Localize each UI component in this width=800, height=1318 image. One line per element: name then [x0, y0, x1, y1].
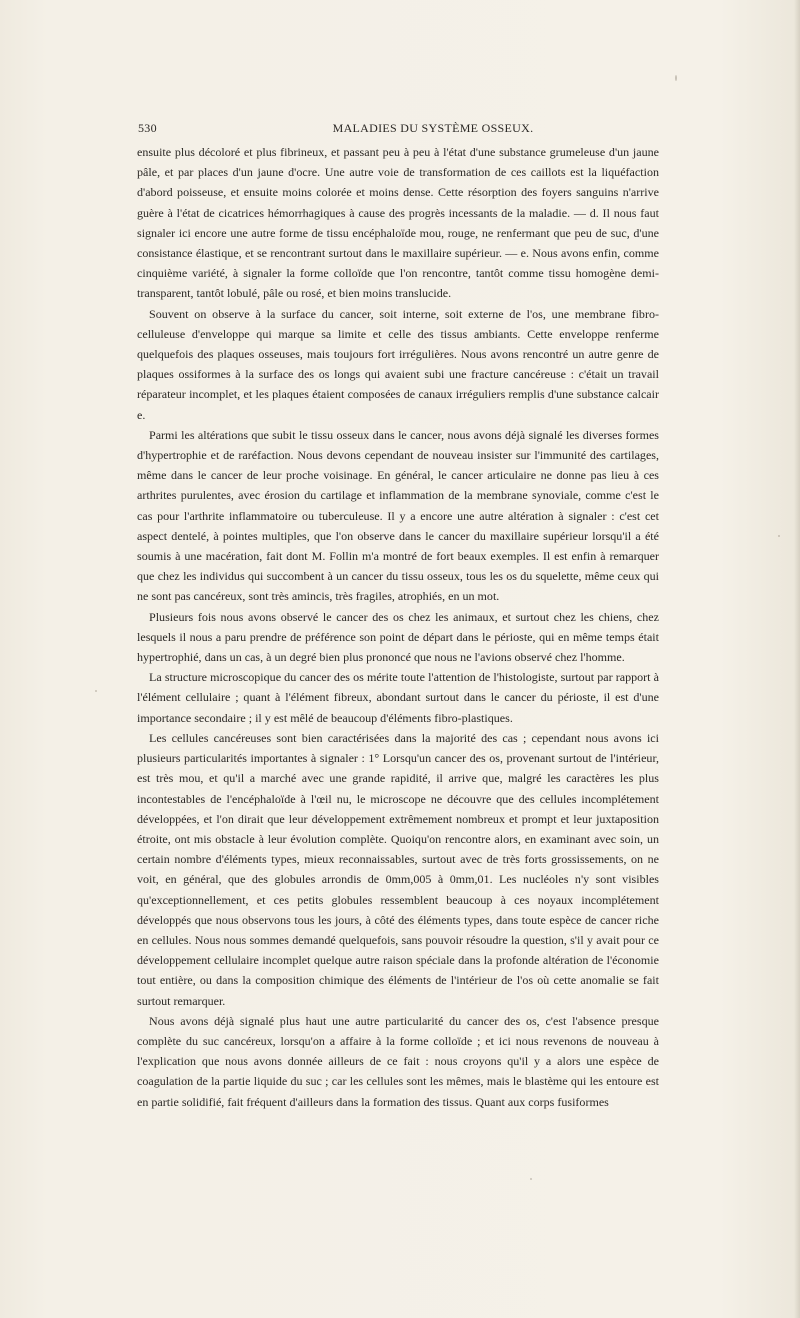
paper-speck	[778, 535, 780, 537]
paragraph: Parmi les altérations que subit le tissu osseux dans le cancer, nous avons déjà signalé les diverses formes d'hypertrophie et de raréfaction. Nous devons cependant de nouveau insister sur l'immunité des cartilages, même dans le cancer de leur proche voisinage. En général, le cancer articulaire ne donne pas lieu à ces arthrites purulentes, avec érosion du cartilage et inflammation de la membrane synoviale, comme c'est le cas pour l'arthrite inflammatoire ou tuberculeuse. Il y a encore une autre altération à signaler : c'est cet aspect dentelé, à pointes multiples, que l'on observe dans le cancer du maxillaire supérieur lorsqu'il a été soumis à une macération, fait dont M. Follin m'a montré de fort beaux exemples. Il est enfin à remarquer que chez les individus qui succombent à un cancer du tissu osseux, tous les os du squelette, même ceux qui ne sont pas cancéreux, sont très amincis, très fragiles, atrophiés, en un mot.	[137, 427, 659, 604]
page-edge-shadow	[794, 0, 800, 1318]
paragraph: ensuite plus décoloré et plus fibrineux, et passant peu à peu à l'état d'une substance grumeleuse d'un jaune pâle, et par places d'un jaune d'ocre. Une autre voie de transformation de ces caillots est la liquéfaction d'abord poisseuse, et ensuite moins colorée et moins dense. Cette résorption des foyers sanguins n'arrive guère à l'état de cicatrices hémorrhagiques à cause des progrès incessants de la maladie. — d. Il nous faut signaler ici encore une autre forme de tissu encéphaloïde mou, rouge, ne renfermant que peu de suc, d'une consistance élastique, et se rencontrant surtout dans le maxillaire supérieur. — e. Nous avons enfin, comme cinquième variété, à signaler la forme colloïde que l'on rencontre, tantôt comme tissu homogène demi-transparent, tantôt lobulé, pâle ou rosé, et bien moins translucide.	[137, 145, 659, 301]
running-head: MALADIES DU SYSTÈME OSSEUX.	[332, 121, 534, 135]
paragraph: Les cellules cancéreuses sont bien caractérisées dans la majorité des cas ; cependant nous avons ici plusieurs particularités importantes à signaler : 1° Lorsqu'un cancer des os, provenant surtout de l'intérieur, est très mou, et qu'il a marché avec une grande rapidité, il arrive que, malgré les caractères les plus incontestables de l'encéphaloïde à l'œil nu, le microscope ne découvre que des cellules incomplétement développées, et l'on dirait que leur développement extrêmement nombreux et prompt et leur juxtaposition étroite, ont mis obstacle à leur évolution complète. Quoiqu'on rencontre alors, en examinant avec soin, un certain nombre d'éléments types, mieux reconnaissables, surtout avec de très forts grossissements, on ne voit, en général, que des globules arrondis de 0mm,005 à 0mm,01. Les nucléoles n'y sont visibles qu'exceptionnellement, et ces petits globules ressemblent beaucoup à ces noyaux incomplétement développés que nous observons tous les jours, à côté des éléments types, dans toute espèce de cancer riche en cellules. Nous nous sommes demandé quelquefois, sans pouvoir résoudre la question, s'il y avait pour ce développement cellulaire incomplet quelque autre raison spéciale dans la profonde altération de l'économie tout entière, ou dans la composition chimique des éléments de l'intérieur de l'os où cette anomalie se fait surtout remarquer.	[137, 730, 659, 1008]
page-header	[138, 121, 658, 139]
paragraph: Nous avons déjà signalé plus haut une autre particularité du cancer des os, c'est l'absence presque complète du suc cancéreux, lorsqu'on a affaire à la forme colloïde ; et ici nous revenons de nouveau à l'explication que nous avons donnée ailleurs de ce fait : nous croyons qu'il y a alors une espèce de coagulation de la partie liquide du suc ; car les cellules sont les mêmes, mais le blastème qui les entoure est en partie solidifié, fait fréquent d'ailleurs dans la formation des tissus. Quant aux corps fusiformes	[137, 1013, 659, 1109]
page-number: 530	[138, 121, 157, 135]
paper-speck	[530, 1178, 532, 1180]
paper-speck	[95, 690, 97, 692]
body-text	[137, 142, 659, 1112]
paragraph: La structure microscopique du cancer des os mérite toute l'attention de l'histologiste, surtout par rapport à l'élément cellulaire ; quant à l'élément fibreux, abondant surtout dans le cancer du périoste, il est d'une importance secondaire ; il y est mêlé de beaucoup d'éléments fibro-plastiques.	[137, 670, 659, 725]
paragraph: Souvent on observe à la surface du cancer, soit interne, soit externe de l'os, une membrane fibro-celluleuse d'enveloppe qui marque sa limite et celle des tissus ambiants. Cette enveloppe renferme quelquefois des plaques osseuses, mais toujours fort irrégulières. Nous avons rencontré un autre genre de plaques ossiformes à la surface des os longs qui avaient subi une fracture cancéreuse : c'était un travail réparateur incomplet, et les plaques étaient composées de canaux irréguliers remplis d'une substance calcair e.	[137, 306, 659, 422]
paragraph: Plusieurs fois nous avons observé le cancer des os chez les animaux, et surtout chez les chiens, chez lesquels il nous a paru prendre de préférence son point de départ dans le périoste, qui en même temps était hypertrophié, dans un cas, à un degré bien plus prononcé que nous ne l'avions observé chez l'homme.	[137, 609, 659, 665]
paper-speck	[675, 75, 677, 81]
